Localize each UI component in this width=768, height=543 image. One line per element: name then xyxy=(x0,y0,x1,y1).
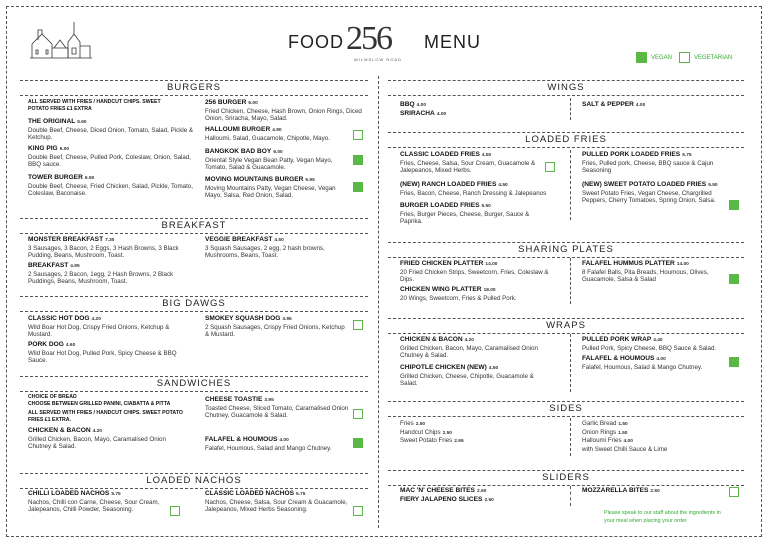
menu-item: VEGGIE BREAKFAST 4.50 3 Squash Sausages, 2 egg, 2 hash browns, Mushrooms, Beans, Toast. xyxy=(205,236,325,260)
section-sliders-heading: SLIDERS xyxy=(388,470,744,486)
vegan-marker xyxy=(729,274,739,284)
menu-item: CHICKEN & BACON 4.20 Grilled Chicken, Bacon, Mayo, Caramalised Onion Chutney & Salad. xyxy=(400,336,538,360)
vegan-marker xyxy=(353,438,363,448)
section-big-dawgs-heading: BIG DAWGS xyxy=(20,296,368,312)
building-sketch-icon xyxy=(28,18,94,62)
menu-item: SALT & PEPPER 4.00 xyxy=(582,101,646,108)
sandwiches-note-sides: ALL SERVED WITH FRIES / HANDCUT CHIPS. SWEET POTATO FRIES £1 EXTRA. xyxy=(28,410,183,423)
menu-item: MONSTER BREAKFAST 7.30 3 Sausages, 3 Bacon, 2 Eggs, 3 Hash Browns, 3 Black Pudding, Beans, Mushroom, Toast. xyxy=(28,236,179,260)
section-sides-heading: SIDES xyxy=(388,401,744,417)
menu-item: PORK DOG 4.60 Wild Boar Hot Dog, Pulled Pork, Spicy Cheese & BBQ Sauce. xyxy=(28,341,177,365)
header-menu: MENU xyxy=(424,32,481,52)
menu-item: PULLED PORK LOADED FRIES 5.75 Fries, Pulled pork, Cheese, BBQ sauce & Cajun Seasoning xyxy=(582,151,714,175)
menu-item: SMOKEY SQUASH DOG 3.95 2 Squash Sausages, Crispy Fried Onions, Ketchup & Mustard. xyxy=(205,315,345,339)
menu-item: CLASSIC LOADED FRIES 4.50 Fries, Cheese, Salsa, Sour Cream, Guacamole & Jalepeanos, Mixed Herbs. xyxy=(400,151,536,175)
menu-item: KING PIG 6.00 Double Beef, Cheese, Pulled Pork, Coleslaw, Onion, Salad, BBQ sauce. xyxy=(28,145,192,169)
vegetarian-swatch xyxy=(679,52,690,63)
vegetarian-marker xyxy=(353,506,363,516)
legend-vegan-label: VEGAN xyxy=(651,54,673,61)
vegetarian-marker xyxy=(353,409,363,419)
menu-item: BBQ 4.00 SRIRACHA 4.00 xyxy=(400,101,447,117)
menu-item: CHILLI LOADED NACHOS 5.75 Nachos, Chilli con Carne, Cheese, Sour Cream, Jalepeanos, Chilli Powder, Seasoning. xyxy=(28,490,160,514)
menu-item: FALAFEL & HOUMOUS 4.00 Falafel, Houmous, Salad and Mango Chutney. xyxy=(205,436,332,452)
allergen-note: Please speak to our staff about the ingredients in your meal when placing your order xyxy=(604,510,721,524)
sides-list-left: Fries 2.50 Handcut Chips 2.50 Sweet Potato Fries 2.95 xyxy=(400,420,464,445)
vegan-marker xyxy=(729,357,739,367)
vegetarian-marker xyxy=(353,320,363,330)
menu-item: CLASSIC HOT DOG 4.20 Wild Boar Hot Dog, Crispy Fried Onions, Ketchup & Mustard. xyxy=(28,315,170,339)
legend-vegetarian xyxy=(679,52,732,63)
menu-item: BREAKFAST 4.95 2 Sausages, 2 Bacon, 1egg, 2 Hash Browns, 2 Black Puddings, Beans, Mushroom, Toast. xyxy=(28,262,174,286)
vegan-marker xyxy=(353,155,363,165)
menu-item: TOWER BURGER 6.50 Double Beef, Cheese, Fried Chicken, Salad, Pickle, Tomato, Coleslaw, Baconaise. xyxy=(28,174,193,198)
vegetarian-marker xyxy=(729,487,739,497)
menu-item: CHEESE TOASTIE 3.95 Toasted Cheese, Sliced Tomato, Caramalised Onion Chutney, Guacamole & Salad. xyxy=(205,396,349,420)
sliders-divider xyxy=(570,486,571,506)
menu-item: (NEW) SWEET POTATO LOADED FRIES 5.50 Sweet Potato Fries, Vegan Cheese, Chargrilled Peppers, Cherry Tomatoes, Spring Onion, Salsa. xyxy=(582,181,718,205)
legend-vegan xyxy=(636,52,672,63)
sandwiches-note: CHOICE OF BREAD CHOOSE BETWEEN GRILLED PANINI, CIABATTA & PITTA xyxy=(28,394,171,407)
menu-item: CHICKEN & BACON 4.20 Grilled Chicken, Bacon, Mayo, Caramalised Onion Chutney & Salad. xyxy=(28,427,166,451)
section-breakfast-heading: BREAKFAST xyxy=(20,218,368,234)
legend-vegetarian-label: VEGETARIAN xyxy=(694,54,733,61)
section-burgers-heading: BURGERS xyxy=(20,80,368,96)
section-wraps-heading: WRAPS xyxy=(388,318,744,334)
section-wings-heading: WINGS xyxy=(388,80,744,96)
menu-item: 256 BURGER 6.00 Fried Chicken, Cheese, Hash Brown, Onion Rings, Diced Onion, Sriracha, Mayo, Salad. xyxy=(205,99,362,123)
loaded-fries-divider xyxy=(570,150,571,220)
sharing-divider xyxy=(570,258,571,304)
menu-item: BANGKOK BAD BOY 6.00 Oriental Style Vegan Bean Patty, Vegan Mayo, Tomato, Salad & Guacamole. xyxy=(205,148,333,172)
menu-item: MOZZARELLA BITES 2.50 xyxy=(582,487,660,494)
logo-number: 256 xyxy=(346,20,391,57)
wings-divider xyxy=(570,98,571,120)
menu-item: FRIED CHICKEN PLATTER 14.00 20 Fried Chicken Strips, Sweetcorn, Fries, Coleslaw & Dips. xyxy=(400,260,549,284)
burgers-note: ALL SERVED WITH FRIES / HANDCUT CHIPS. SWEET POTATO FRIES £1 EXTRA xyxy=(28,99,161,112)
menu-item: HALLOUMI BURGER 4.90 Halloumi, Salad, Guacamole, Chipotle, Mayo. xyxy=(205,126,330,142)
sides-list-right: Garlic Bread 1.50 Onion Rings 1.50 Halloumi Fries 4.00 with Sweet Chilli Sauce & Lime xyxy=(582,420,668,453)
menu-item: MAC 'N' CHEESE BITES 2.50 FIERY JALAPENO SLICES 2.50 xyxy=(400,487,494,503)
vegetarian-marker xyxy=(545,162,555,172)
vegan-marker xyxy=(353,182,363,192)
vegetarian-marker xyxy=(170,506,180,516)
wraps-divider xyxy=(570,334,571,392)
menu-item: PULLED PORK WRAP 4.40 Pulled Pork, Spicy Cheese, BBQ Sauce & Salad. xyxy=(582,336,717,352)
section-loaded-fries-heading: LOADED FRIES xyxy=(388,132,744,148)
menu-item: FALAFEL & HOUMOUS 4.00 Falafel, Houmous, Salad & Mango Chutney. xyxy=(582,355,703,371)
sides-divider xyxy=(570,418,571,456)
section-sharing-plates-heading: SHARING PLATES xyxy=(388,242,744,258)
menu-item: MOVING MOUNTAINS BURGER 5.95 Moving Mountains Patty, Vegan Cheese, Vegan Mayo, Salsa, Red Onion, Salad. xyxy=(205,176,336,200)
menu-item: CHICKEN WING PLATTER 18.00 20 Wings, Sweetcorn, Fries & Pulled Pork. xyxy=(400,286,517,302)
menu-item: BURGER LOADED FRIES 5.50 Fries, Burger Pieces, Cheese, Burger, Sauce & Paprika. xyxy=(400,202,530,226)
column-divider xyxy=(378,76,379,528)
menu-item: CHIPOTLE CHICKEN (NEW) 4.50 Grilled Chicken, Cheese, Chipotle, Guacamole & Salad. xyxy=(400,364,534,388)
section-loaded-nachos-heading: LOADED NACHOS xyxy=(20,473,368,489)
menu-item: CLASSIC LOADED NACHOS 5.75 Nachos, Cheese, Salsa, Sour Cream & Guacamole, Jalepeanos, Mixed Herbs Seasoning. xyxy=(205,490,348,514)
vegetarian-marker xyxy=(353,130,363,140)
vegan-swatch xyxy=(636,52,647,63)
section-sandwiches-heading: SANDWICHES xyxy=(20,376,368,392)
menu-item: FALAFEL HUMMUS PLATTER 14.00 8 Falafel Balls, Pita Breads, Houmous, Olives, Guacamole, Salsa & Salad xyxy=(582,260,709,284)
logo-subtitle: WILMSLOW ROAD xyxy=(354,57,402,62)
menu-item: (NEW) RANCH LOADED FRIES 4.50 Fries, Bacon, Cheese, Ranch Dressing & Jalepeanos xyxy=(400,181,547,197)
menu-item: THE ORIGINAL 5.60 Double Beef, Cheese, Diced Onion, Tomato, Salad, Pickle & Ketchup. xyxy=(28,118,193,142)
header-food: FOOD xyxy=(288,32,344,52)
vegan-marker xyxy=(729,200,739,210)
